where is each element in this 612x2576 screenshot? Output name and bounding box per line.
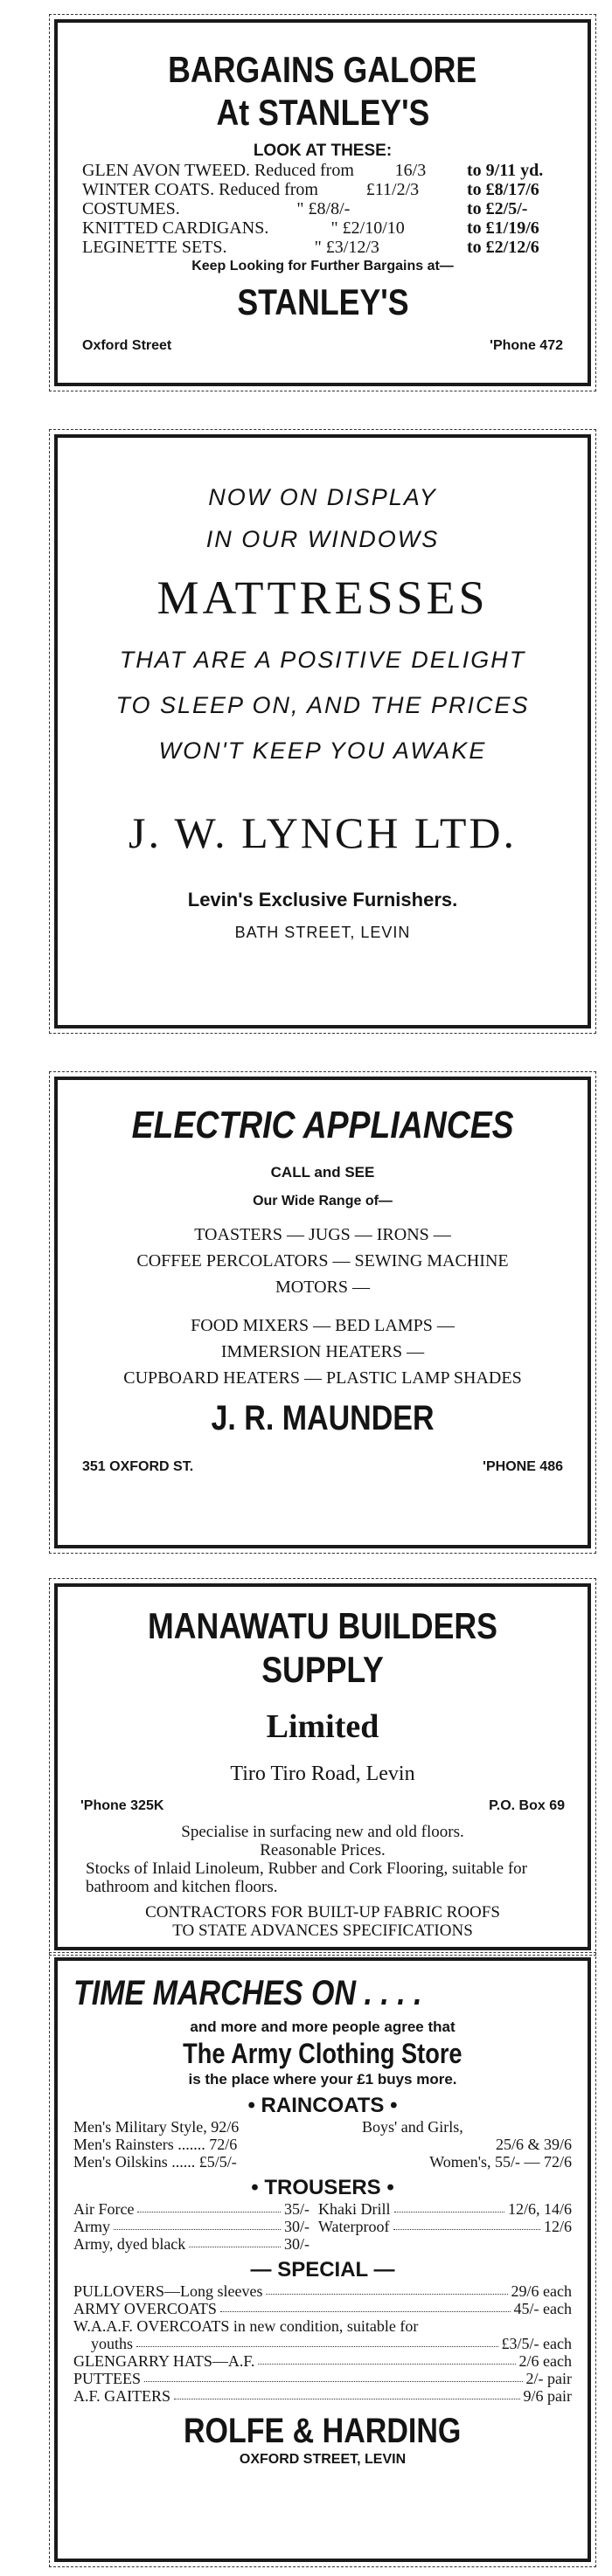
- maunder-address: 351 OXFORD ST.: [82, 1459, 194, 1474]
- stanleys-name: STANLEY'S: [236, 281, 409, 322]
- table-row: Men's Military Style, 92/6 Boys' and Girls,: [73, 2118, 463, 2136]
- table-row: GLENGARRY HATS—A.F. 2/6 each: [73, 2352, 572, 2370]
- table-row: W.A.A.F. OVERCOATS in new condition, suitable for: [73, 2317, 419, 2335]
- trousers-heading: • TROUSERS •: [251, 2176, 394, 2199]
- stanleys-keep-looking: Keep Looking for Further Bargains at—: [191, 259, 454, 274]
- maunder-title: ELECTRIC APPLIANCES: [131, 1104, 514, 1146]
- table-row: youths £3/5/- each: [91, 2335, 572, 2352]
- list-item: LEGINETTE SETS. " £3/12/3 to £2/12/6: [82, 238, 539, 257]
- table-row: Army 30/- Waterproof 12/6: [73, 2218, 572, 2235]
- rolfe-ad: [54, 1957, 591, 2562]
- rolfe-address: OXFORD STREET, LEVIN: [239, 2452, 407, 2467]
- table-row: Army, dyed black 30/-: [73, 2235, 309, 2253]
- stanleys-ad: [54, 19, 591, 386]
- manawatu-ad: [54, 1583, 591, 1950]
- manawatu-road: Tiro Tiro Road, Levin: [230, 1762, 415, 1785]
- list-item: CUPBOARD HEATERS — PLASTIC LAMP SHADES: [123, 1368, 522, 1388]
- list-item: WINTER COATS. Reduced from £11/2/3 to £8/17/6: [82, 180, 539, 199]
- manawatu-line-3: Stocks of Inlaid Linoleum, Rubber and Cork Flooring, suitable for bathroom and kitchen floors.: [86, 1859, 528, 1896]
- lynch-tagline: Levin's Exclusive Furnishers.: [187, 889, 458, 911]
- manawatu-line-5: TO STATE ADVANCES SPECIFICATIONS: [172, 1922, 473, 1940]
- rolfe-title: TIME MARCHES ON . . . .: [73, 1974, 422, 2012]
- stanleys-title: BARGAINS GALORE: [168, 49, 477, 90]
- maunder-phone: 'PHONE 486: [483, 1459, 563, 1474]
- stanleys-phone: 'Phone 472: [490, 338, 563, 353]
- lynch-mattresses: MATTRESSES: [156, 571, 489, 624]
- maunder-ad: [54, 1077, 591, 1548]
- maunder-range: Our Wide Range of—: [253, 1194, 393, 1208]
- table-row: PUTTEES 2/- pair: [73, 2370, 572, 2387]
- stanleys-subtitle: At STANLEY'S: [216, 92, 429, 133]
- maunder-call: CALL and SEE: [270, 1164, 375, 1181]
- list-item: MOTORS —: [275, 1278, 370, 1297]
- manawatu-limited: Limited: [266, 1708, 379, 1745]
- lynch-address: BATH STREET, LEVIN: [234, 924, 411, 941]
- list-item: TOASTERS — JUGS — IRONS —: [194, 1225, 451, 1244]
- lynch-line-3: THAT ARE A POSITIVE DELIGHT: [119, 647, 526, 673]
- manawatu-title: MANAWATU BUILDERS SUPPLY: [148, 1605, 497, 1690]
- rolfe-sub-1: and more and more people agree that: [190, 2019, 456, 2035]
- list-item: IMMERSION HEATERS —: [220, 1342, 425, 1361]
- stanleys-items: [82, 161, 563, 257]
- stanleys-street: Oxford Street: [82, 338, 172, 353]
- stanleys-look: LOOK AT THESE:: [253, 142, 393, 160]
- special-heading: — SPECIAL —: [250, 2258, 395, 2282]
- list-item: FOOD MIXERS — BED LAMPS —: [191, 1316, 455, 1335]
- list-item: COFFEE PERCOLATORS — SEWING MACHINE: [136, 1251, 509, 1271]
- manawatu-line-1: Specialise in surfacing new and old floors.: [181, 1823, 464, 1841]
- lynch-line-5: WON'T KEEP YOU AWAKE: [158, 737, 487, 764]
- lynch-ad: [54, 434, 591, 1028]
- table-row: PULLOVERS—Long sleeves 29/6 each: [73, 2282, 572, 2300]
- list-item: COSTUMES. " £8/8/- to £2/5/-: [82, 199, 528, 218]
- table-row: ARMY OVERCOATS 45/- each: [73, 2300, 572, 2317]
- rolfe-sub-2: is the place where your £1 buys more.: [188, 2071, 457, 2088]
- manawatu-line-4: CONTRACTORS FOR BUILT-UP FABRIC ROOFS: [145, 1903, 500, 1922]
- raincoats-heading: • RAINCOATS •: [247, 2094, 398, 2117]
- manawatu-box: P.O. Box 69: [489, 1798, 565, 1813]
- table-row: A.F. GAITERS 9/6 pair: [73, 2387, 572, 2405]
- list-item: GLEN AVON TWEED. Reduced from 16/3 to 9/11 yd.: [82, 161, 544, 180]
- table-row: Men's Rainsters ....... 72/6 25/6 & 39/6: [73, 2136, 572, 2153]
- lynch-line-4: TO SLEEP ON, AND THE PRICES: [115, 692, 530, 718]
- table-row: Men's Oilskins ...... £5/5/- Women's, 55/- — 72/6: [73, 2153, 572, 2171]
- manawatu-phone: 'Phone 325K: [80, 1798, 164, 1813]
- lynch-line-2: IN OUR WINDOWS: [205, 526, 440, 552]
- table-row: Air Force 35/- Khaki Drill 12/6, 14/6: [73, 2200, 572, 2218]
- manawatu-line-2: Reasonable Prices.: [260, 1841, 386, 1859]
- rolfe-name: ROLFE & HARDING: [184, 2412, 462, 2450]
- lynch-name: J. W. LYNCH LTD.: [129, 808, 517, 857]
- lynch-line-1: NOW ON DISPLAY: [208, 484, 437, 510]
- rolfe-store: The Army Clothing Store: [183, 2038, 462, 2069]
- maunder-name: J. R. MAUNDER: [211, 1399, 435, 1437]
- list-item: KNITTED CARDIGANS. " £2/10/10 to £1/19/6: [82, 218, 539, 238]
